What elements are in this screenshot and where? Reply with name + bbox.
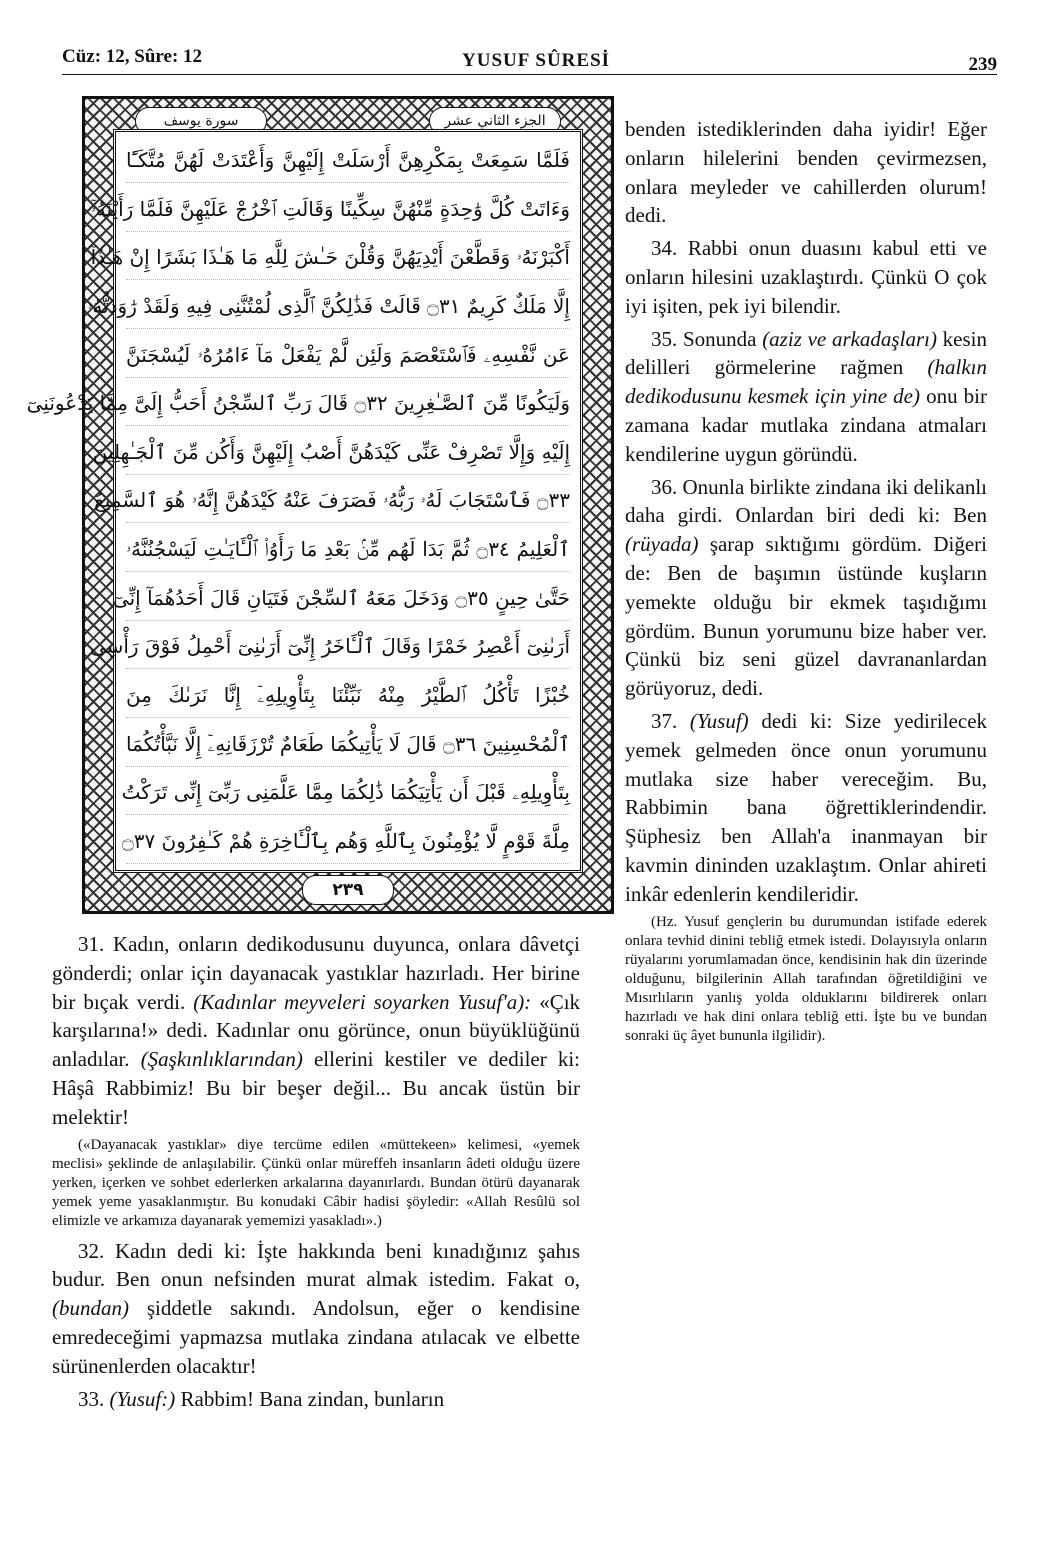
arabic-line: ٱلْعَلِيمُ ۝٣٤ ثُمَّ بَدَا لَهُم مِّنۢ بَعْدِ مَا رَأَوُا۟ ٱلْـَٔايَـٰتِ لَيَسْجُنُنَّهُۥ	[126, 527, 570, 572]
arabic-line: خُبْزًا تَأْكُلُ ٱلطَّيْرُ مِنْهُ نَبِّئْنَا بِتَأْوِيلِهِۦٓ إِنَّا نَرَىٰكَ مِنَ	[126, 673, 570, 718]
arabic-line: عَن نَّفْسِهِۦ فَٱسْتَعْصَمَ وَلَئِن لَّمْ يَفْعَلْ مَآ ءَامُرُهُۥ لَيُسْجَنَنَّ	[126, 333, 570, 378]
verse-33-continued: benden istediklerinden daha iyidir! Eğer onların hilelerini benden çevirmezsen, onlara meyleder ve cahillerden olurum! dedi.	[625, 117, 987, 228]
verse-37: 37. (Yusuf) dedi ki: Size yedirilecek yemek gelmeden önce onun yorumunu mutlaka size haber vereceğim. Bu, Rabbimin bana öğrettiklerindendir. Şüphesiz ben Allah'a inanmayan bir kavmin dininden uzaklaştım. Onlar ahireti inkâr edenlerin kendileridir.	[625, 708, 988, 906]
arabic-line: مِلَّةَ قَوْمٍ لَّا يُؤْمِنُونَ بِٱللَّهِ وَهُم بِٱلْـَٔاخِرَةِ هُمْ كَـٰفِرُونَ ۝٣٧	[126, 819, 570, 864]
arabic-line: حَتَّىٰ حِينٍ ۝٣٥ وَدَخَلَ مَعَهُ ٱلسِّجْنَ فَتَيَانِ قَالَ أَحَدُهُمَآ إِنِّىٓ	[126, 576, 570, 621]
verse-33: 33. (Yusuf:) Rabbim! Bana zindan, bunların	[78, 1386, 445, 1411]
arabic-line: إِلَيْهِ وَإِلَّا تَصْرِفْ عَنِّى كَيْدَهُنَّ أَصْبُ إِلَيْهِنَّ وَأَكُن مِّنَ ٱلْجَـٰهِلِينَ	[126, 430, 570, 475]
juz-cartouche: الجزء الثاني عشر	[429, 107, 561, 135]
footnote-37: (Hz. Yusuf gençlerin bu durumundan istifade ederek onlara tevhid dinini tebliğ etmek istedi. Dolayısıyla onların rüyalarını yorumlamadan önce, kendisinin hak din üzerinde olduğunu, bilgilerinin Allah tarafından öğretildiğini ve Mısırlıların yanlış yolda olduklarını bildirerek onları hazırladı ve hak dini onlara tebliğ etti. İşte bu ve bundan sonraki üç âyet bununla ilgilidir).	[625, 913, 987, 1044]
sura-title: YUSUF SÛRESİ	[462, 50, 611, 71]
left-translation-column	[52, 930, 580, 1417]
mushaf-frame	[26, 96, 614, 914]
header-rule	[62, 74, 997, 75]
arabic-line: وَءَاتَتْ كُلَّ وَٰحِدَةٍ مِّنْهُنَّ سِكِّينًا وَقَالَتِ ٱخْرُجْ عَلَيْهِنَّ فَلَمَّا رَأَيْنَهُۥٓ	[126, 187, 570, 232]
verse-34: 34. Rabbi onun duasını kabul etti ve onların hilesini uzaklaştırdı. Çünkü O çok iyi işiten, pek iyi bilendir.	[625, 236, 987, 318]
right-translation-column	[625, 115, 987, 1052]
page-number: 239	[968, 54, 997, 75]
arabic-text-block	[26, 129, 583, 873]
verse-36: 36. Onunla birlikte zindana iki delikanlı daha girdi. Onlardan biri dedi ki: Ben (rüyada) şarap sıktığımı gördüm. Diğeri de: Ben de başımın üstünde kuşların yemekte olduğu bir ekmek taşıdığımı gördüm. Bunun yorumunu bize haber ver. Çünkü biz seni güzel davrananlardan görüyoruz, dedi.	[625, 474, 987, 701]
footnote-31: («Dayanacak yastıklar» diye tercüme edilen «müttekeen» kelimesi, «yemek meclisi» şeklinde de anlaşılabilir. Çünkü onlar müreffeh insanların âdeti olduğu üzere yerken, içerken ve sohbet ederlerken arkalarına dayanırlardı. Bundan ötürü dayanarak yemek yeme yasaklanmıştır. Bu konudaki Câbir hadisi şöyledir: «Allah Resûlü sol elimizle ve arkamıza dayanarak yememizi yasakladı».)	[52, 1136, 580, 1229]
verse-32: 32. Kadın dedi ki: İşte hakkında beni kınadığınız şahıs budur. Ben onun nefsinden murat almak istedim. Fakat o, (bundan) şiddetle sakındı. Andolsun, eğer o kendisine emredeceğimi yapmazsa mutlaka zindana atılacak ve elbette sürünenlerden olacaktır!	[52, 1238, 580, 1378]
arabic-line: فَلَمَّا سَمِعَتْ بِمَكْرِهِنَّ أَرْسَلَتْ إِلَيْهِنَّ وَأَعْتَدَتْ لَهُنَّ مُتَّكَـًٔا	[126, 138, 570, 183]
juz-sura-label: Cüz: 12, Sûre: 12	[62, 46, 203, 67]
arabic-line: أَكْبَرْنَهُۥ وَقَطَّعْنَ أَيْدِيَهُنَّ وَقُلْنَ حَـٰشَ لِلَّهِ مَا هَـٰذَا بَشَرًا إِنْ هَـٰذَآ	[126, 235, 570, 280]
arabic-line: إِلَّا مَلَكٌ كَرِيمٌ ۝٣١ قَالَتْ فَذَٰلِكُنَّ ٱلَّذِى لُمْتُنَّنِى فِيهِ وَلَقَدْ رَٰوَدتُّهُۥ	[126, 284, 570, 329]
arabic-line: ٱلْمُحْسِنِينَ ۝٣٦ قَالَ لَا يَأْتِيكُمَا طَعَامٌ تُرْزَقَانِهِۦٓ إِلَّا نَبَّأْتُكُمَا	[126, 722, 570, 767]
verse-35: 35. Sonunda (aziz ve arkadaşları) kesin delilleri görmelerine rağmen (halkın dedikodusunu kesmek için yine de) onu bir zamana kadar mutlaka zindana atmaları kendilerine uygun göründü.	[625, 326, 988, 466]
sura-cartouche: سورة يوسف	[135, 107, 267, 135]
arabic-line: وَلَيَكُونًا مِّنَ ٱلصَّـٰغِرِينَ ۝٣٢ قَالَ رَبِّ ٱلسِّجْنُ أَحَبُّ إِلَىَّ مِمَّا يَدْعُونَنِىٓ	[126, 381, 570, 426]
arabic-line: بِتَأْوِيلِهِۦ قَبْلَ أَن يَأْتِيَكُمَا ذَٰلِكُمَا مِمَّا عَلَّمَنِى رَبِّىٓ إِنِّى تَرَكْتُ	[126, 770, 570, 815]
verse-31: 31. Kadın, onların dedikodusunu duyunca, onlara dâvetçi gönderdi; onlar için dayanacak yastıklar hazırladı. Her birine bir bıçak verdi. (Kadınlar meyveleri soyarken Yusuf'a): «Çık karşılarına!» dedi. Kadınlar onu görünce, onun büyüklüğünü anladılar. (Şaşkınlıklarından) ellerini kestiler ve dediler ki: Hâşâ Rabbimiz! Bu bir beşer değil... Bu ancak üstün bir melektir!	[52, 932, 581, 1129]
arabic-page-number: ٢٣٩	[302, 875, 394, 905]
page-header	[62, 40, 997, 80]
arabic-line: ۝٣٣ فَٱسْتَجَابَ لَهُۥ رَبُّهُۥ فَصَرَفَ عَنْهُ كَيْدَهُنَّ إِنَّهُۥ هُوَ ٱلسَّمِيعُ	[126, 478, 570, 523]
arabic-line: أَرَىٰنِىٓ أَعْصِرُ خَمْرًا وَقَالَ ٱلْـَٔاخَرُ إِنِّىٓ أَرَىٰنِىٓ أَحْمِلُ فَوْقَ رَأْسِى	[126, 624, 570, 669]
